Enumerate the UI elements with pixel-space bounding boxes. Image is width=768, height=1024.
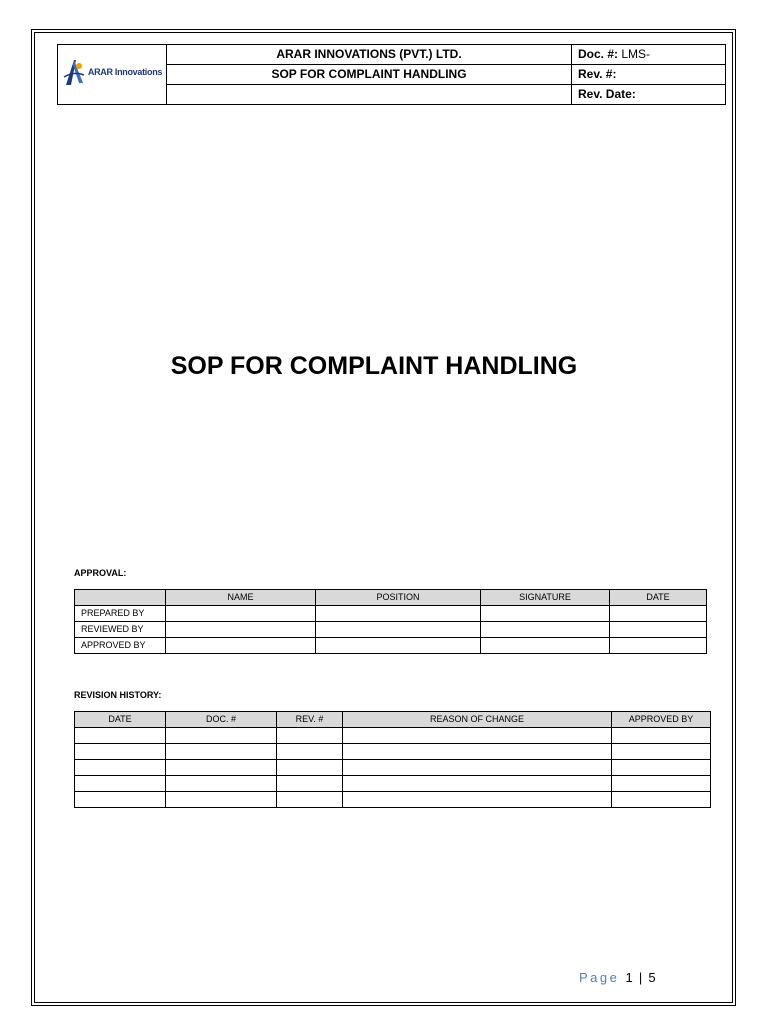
table-row: [75, 744, 711, 760]
approval-col-header: NAME: [166, 590, 316, 606]
page-separator: |: [638, 970, 643, 985]
doc-number-cell: [572, 45, 726, 65]
name-cell[interactable]: [166, 638, 316, 654]
table-row: [75, 792, 711, 808]
revision-cell[interactable]: [166, 776, 277, 792]
logo-mark-icon: [62, 57, 86, 87]
row-label: REVIEWED BY: [75, 622, 166, 638]
rev-date-label: Rev. Date:: [572, 85, 726, 105]
revision-cell[interactable]: [277, 776, 343, 792]
table-row: [75, 728, 711, 744]
revision-cell[interactable]: [612, 728, 711, 744]
revision-cell[interactable]: [612, 792, 711, 808]
approval-col-header: [75, 590, 166, 606]
revision-cell[interactable]: [277, 744, 343, 760]
approval-table: [74, 589, 707, 654]
approval-label: APPROVAL:: [74, 568, 127, 578]
table-row: [75, 622, 707, 638]
signature-cell[interactable]: [481, 606, 610, 622]
revision-cell[interactable]: [166, 792, 277, 808]
revision-cell[interactable]: [612, 760, 711, 776]
revision-col-header: REASON OF CHANGE: [343, 712, 612, 728]
date-cell[interactable]: [610, 638, 707, 654]
row-label: APPROVED BY: [75, 638, 166, 654]
table-row: [75, 638, 707, 654]
revision-cell[interactable]: [343, 792, 612, 808]
logo-cell: [58, 45, 167, 105]
revision-cell[interactable]: [166, 728, 277, 744]
revision-history-table: [74, 711, 711, 808]
header-sop-title: SOP FOR COMPLAINT HANDLING: [167, 65, 572, 85]
page-border: [31, 29, 736, 1006]
revision-history-label: REVISION HISTORY:: [74, 690, 162, 700]
doc-number-label: Doc. #:: [578, 47, 619, 61]
name-cell[interactable]: [166, 606, 316, 622]
approval-col-header: POSITION: [316, 590, 481, 606]
page-current: 1: [625, 970, 633, 985]
revision-col-header: APPROVED BY: [612, 712, 711, 728]
revision-cell[interactable]: [75, 776, 166, 792]
revision-cell[interactable]: [75, 760, 166, 776]
table-row: [75, 606, 707, 622]
revision-cell[interactable]: [166, 744, 277, 760]
revision-cell[interactable]: [612, 744, 711, 760]
date-cell[interactable]: [610, 622, 707, 638]
table-row: [75, 760, 711, 776]
row-label: PREPARED BY: [75, 606, 166, 622]
position-cell[interactable]: [316, 606, 481, 622]
revision-col-header: DOC. #: [166, 712, 277, 728]
name-cell[interactable]: [166, 622, 316, 638]
revision-cell[interactable]: [75, 744, 166, 760]
revision-cell[interactable]: [343, 744, 612, 760]
position-cell[interactable]: [316, 622, 481, 638]
signature-cell[interactable]: [481, 622, 610, 638]
company-logo: [62, 57, 162, 87]
logo-text: ARAR Innovations: [87, 66, 163, 77]
page-title: SOP FOR COMPLAINT HANDLING: [170, 352, 578, 380]
revision-cell[interactable]: [277, 728, 343, 744]
revision-cell[interactable]: [75, 728, 166, 744]
revision-cell[interactable]: [166, 760, 277, 776]
company-name: ARAR INNOVATIONS (PVT.) LTD.: [167, 45, 572, 65]
page-footer: [579, 970, 656, 985]
revision-cell[interactable]: [343, 776, 612, 792]
approval-header-row: [75, 590, 707, 606]
page-word: Page: [579, 970, 620, 985]
table-row: [75, 776, 711, 792]
revision-cell[interactable]: [343, 728, 612, 744]
doc-number-value: LMS-: [621, 47, 651, 61]
header-empty-cell: [167, 85, 572, 105]
signature-cell[interactable]: [481, 638, 610, 654]
rev-number-label: Rev. #:: [572, 65, 726, 85]
revision-cell[interactable]: [612, 776, 711, 792]
revision-cell[interactable]: [75, 792, 166, 808]
revision-cell[interactable]: [277, 760, 343, 776]
revision-cell[interactable]: [343, 760, 612, 776]
approval-col-header: SIGNATURE: [481, 590, 610, 606]
revision-header-row: [75, 712, 711, 728]
revision-col-header: REV. #: [277, 712, 343, 728]
date-cell[interactable]: [610, 606, 707, 622]
position-cell[interactable]: [316, 638, 481, 654]
revision-col-header: DATE: [75, 712, 166, 728]
approval-col-header: DATE: [610, 590, 707, 606]
document-header: [57, 44, 726, 105]
page-total: 5: [648, 970, 656, 985]
revision-cell[interactable]: [277, 792, 343, 808]
